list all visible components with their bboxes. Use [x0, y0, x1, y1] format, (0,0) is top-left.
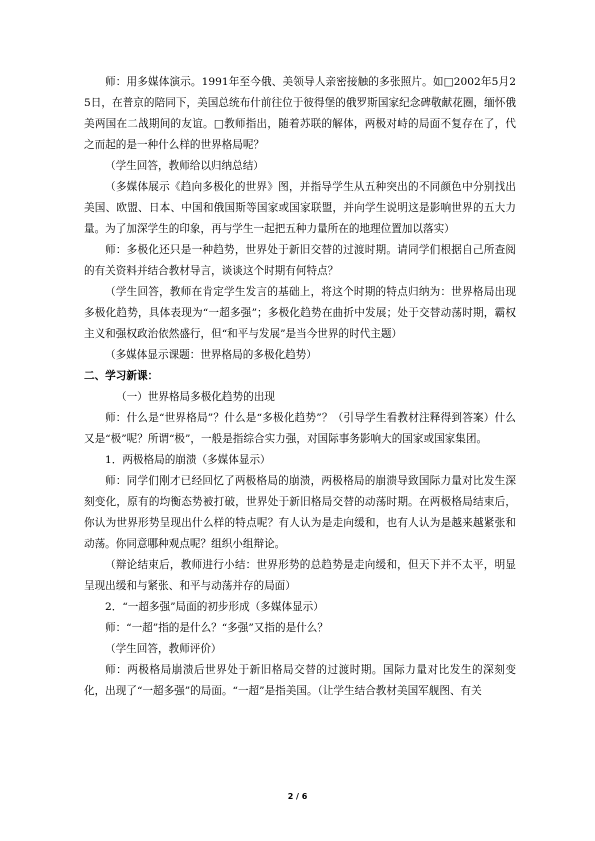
page-number: 2 / 6 — [287, 792, 308, 801]
page-body — [84, 72, 516, 702]
paragraph-2: （学生回答，教师给以归纳总结） — [105, 160, 264, 172]
paragraph-1: 师：用多媒体演示。1991年至今俄、美领导人亲密接触的多张照片。如□2002年5月25日，在普京的陪同下，美国总统布什前往位于彼得堡的俄罗斯国家纪念碑敬献花圈，缅怀俄美两国在二战期间的友谊。□教师指出，随着苏联的解体，两极对峙的局面不复存在了，代之而起的是一种什么样的世界格局呢？ — [84, 76, 516, 151]
section-heading: 二、学习新课： — [84, 370, 159, 382]
paragraph-12: （辩论结束后，教师进行小结：世界形势的总趋势是走向缓和，但天下并不太平，明显呈现出缓和与紧张、和平与动荡并存的局面） — [84, 559, 516, 592]
paragraph-16: 师：两极格局崩溃后世界处于新旧格局交替的过渡时期。国际力量对比发生的深刻变化，出现了“一超多强”的局面。“一超”是指美国。（让学生结合教材美国军舰图、有关 — [84, 664, 516, 697]
paragraph-4: 师：多极化还只是一种趋势，世界处于新旧交替的过渡时期。请同学们根据自己所查阅的有关资料并结合教材导言，谈谈这个时期有何特点？ — [84, 244, 516, 277]
subsection-heading: （一）世界格局多极化趋势的出现 — [116, 391, 275, 403]
paragraph-6: （多媒体显示课题：世界格局的多极化趋势） — [105, 349, 317, 361]
paragraph-5: （学生回答，教师在肯定学生发言的基础上，将这个时期的特点归纳为：世界格局出现多极化趋势，具体表现为“一超多强”；多极化趋势在曲折中发展；处于交替动荡时期，霸权主义和强权政治依然盛行，但“和平与发展”是当今世界的时代主题） — [84, 286, 516, 340]
paragraph-3: （多媒体展示《趋向多极化的世界》图，并指导学生从五种突出的不同颜色中分别找出美国、欧盟、日本、中国和俄国斯等国家或国家联盟，并向学生说明这是影响世界的五大力量。为了加深学生的印象，再与学生一起把五种力量所在的地理位置加以落实） — [84, 181, 516, 235]
paragraph-15: （学生回答，教师评价） — [105, 643, 222, 655]
paragraph-9: 师：什么是“世界格局”？什么是“多极化趋势”？（引导学生看教材注释得到答案）什么又是“极”呢？所谓“极”，一般是指综合实力强，对国际事务影响大的国家或国家集团。 — [84, 412, 516, 445]
item-heading-1: 1．两极格局的崩溃（多媒体显示） — [105, 454, 271, 466]
paragraph-11: 师：同学们刚才已经回忆了两极格局的崩溃，两极格局的崩溃导致国际力量对比发生深刻变化，原有的均衡态势被打破，世界处于新旧格局交替的动荡时期。在两极格局结束后，你认为世界形势呈现出什么样的特点呢？有人认为是走向缓和，也有人认为是越来越紧张和动荡。你同意哪种观点呢？组织小组辩论。 — [84, 475, 516, 550]
item-heading-2: 2．“一超多强”局面的初步形成（多媒体显示） — [105, 601, 324, 613]
paragraph-14: 师：“一超”指的是什么？“多强”又指的是什么？ — [105, 622, 328, 634]
